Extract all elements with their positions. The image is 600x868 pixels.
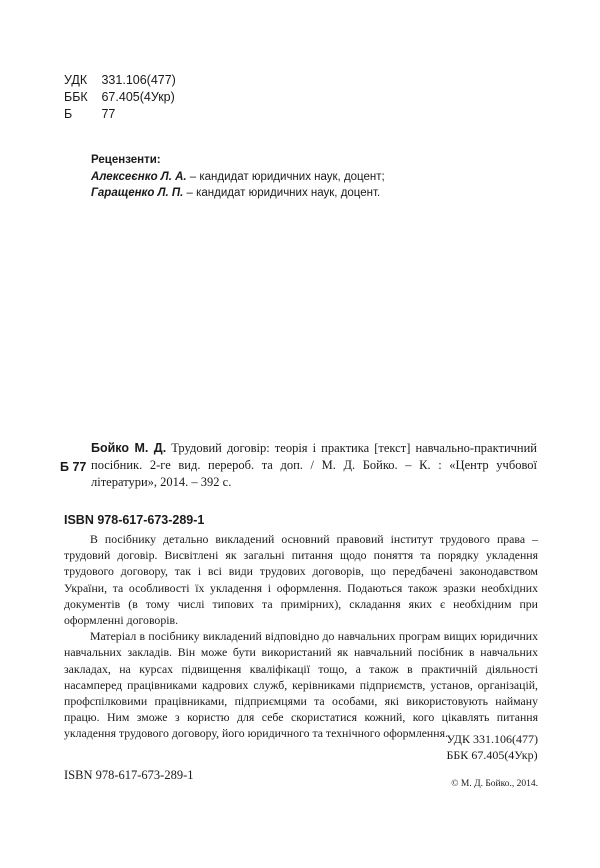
author-mark: Б 77 (60, 460, 87, 474)
bottom-classification (447, 731, 538, 763)
bibliographic-author: Бойко М. Д. (91, 441, 167, 455)
abstract-paragraph: Матеріал в посібнику викладений відповідно до навчальних програм вищих юридичних навчальних закладів. Він може бути використаний як навчальний посібник в навчальних закладах, на курсах підвищення кваліфікації тощо, а також в практичній діяльності насамперед працівниками кадрових служб, керівниками підприємств, установ, організацій, профспілковими працівниками, підприємцями та особами, які використовують найману працю. Ним зможе з користю для себе скористатися кожний, кого цікавлять питання укладення трудового договору, його юридичного та технічного оформлення. (64, 629, 538, 741)
reviewers-label: Рецензенти: (91, 154, 161, 166)
classification-value: 77 (101, 107, 116, 121)
classification-value: 331.106(477) (101, 73, 176, 87)
classification-code: УДК (446, 732, 470, 746)
reviewer-item (91, 169, 385, 186)
classification-code: УДК (64, 73, 88, 87)
bottom-bbk (447, 747, 538, 763)
classification-value: 331.106(477) (473, 732, 538, 746)
classification-value: 67.405(4Укр) (101, 90, 175, 104)
reviewer-name: Алексеєнко Л. А. (91, 170, 187, 183)
classification-udk (64, 72, 176, 89)
classification-code: Б (64, 107, 73, 121)
bottom-udk (447, 731, 538, 747)
bibliographic-description (91, 440, 537, 491)
reviewer-item (91, 185, 385, 202)
classification-value: 67.405(4Укр) (471, 748, 538, 762)
classification-author-sign (64, 106, 176, 123)
copyright-notice: © М. Д. Бойко., 2014. (451, 779, 538, 789)
classification-code: ББК (64, 90, 88, 104)
abstract-paragraph: В посібнику детально викладений основний правовий інститут трудового права – трудовий договір. Висвітлені як загальні питання щодо поняття та порядку укладення трудового договору, так і всі види трудових договорів, що передбачені законодавством України, та особливості їх укладення і оформлення. Подаються також зразки необхідних документів (в тому числі типових та примірних), складання яких є необхідним при оформленні договорів. (64, 532, 538, 628)
classification-code: ББК (446, 748, 469, 762)
classification-block (64, 72, 176, 123)
classification-bbk (64, 89, 176, 106)
reviewer-name: Гаращенко Л. П. (91, 187, 184, 199)
bibliographic-text: Трудовий договір: теорія і практика [текст] навчально-практичний посібник. 2-ге вид. перероб. та доп. / М. Д. Бойко. – К. : «Центр учбової літератури», 2014. – 392 с. (91, 441, 537, 489)
reviewer-desc: – кандидат юридичних наук, доцент. (183, 187, 381, 199)
reviewers-block (91, 152, 385, 202)
reviewer-desc: – кандидат юридичних наук, доцент; (186, 170, 385, 183)
isbn-bottom: ISBN 978-617-673-289-1 (64, 768, 194, 782)
isbn-top: ISBN 978-617-673-289-1 (64, 513, 205, 527)
abstract-block (64, 531, 538, 742)
